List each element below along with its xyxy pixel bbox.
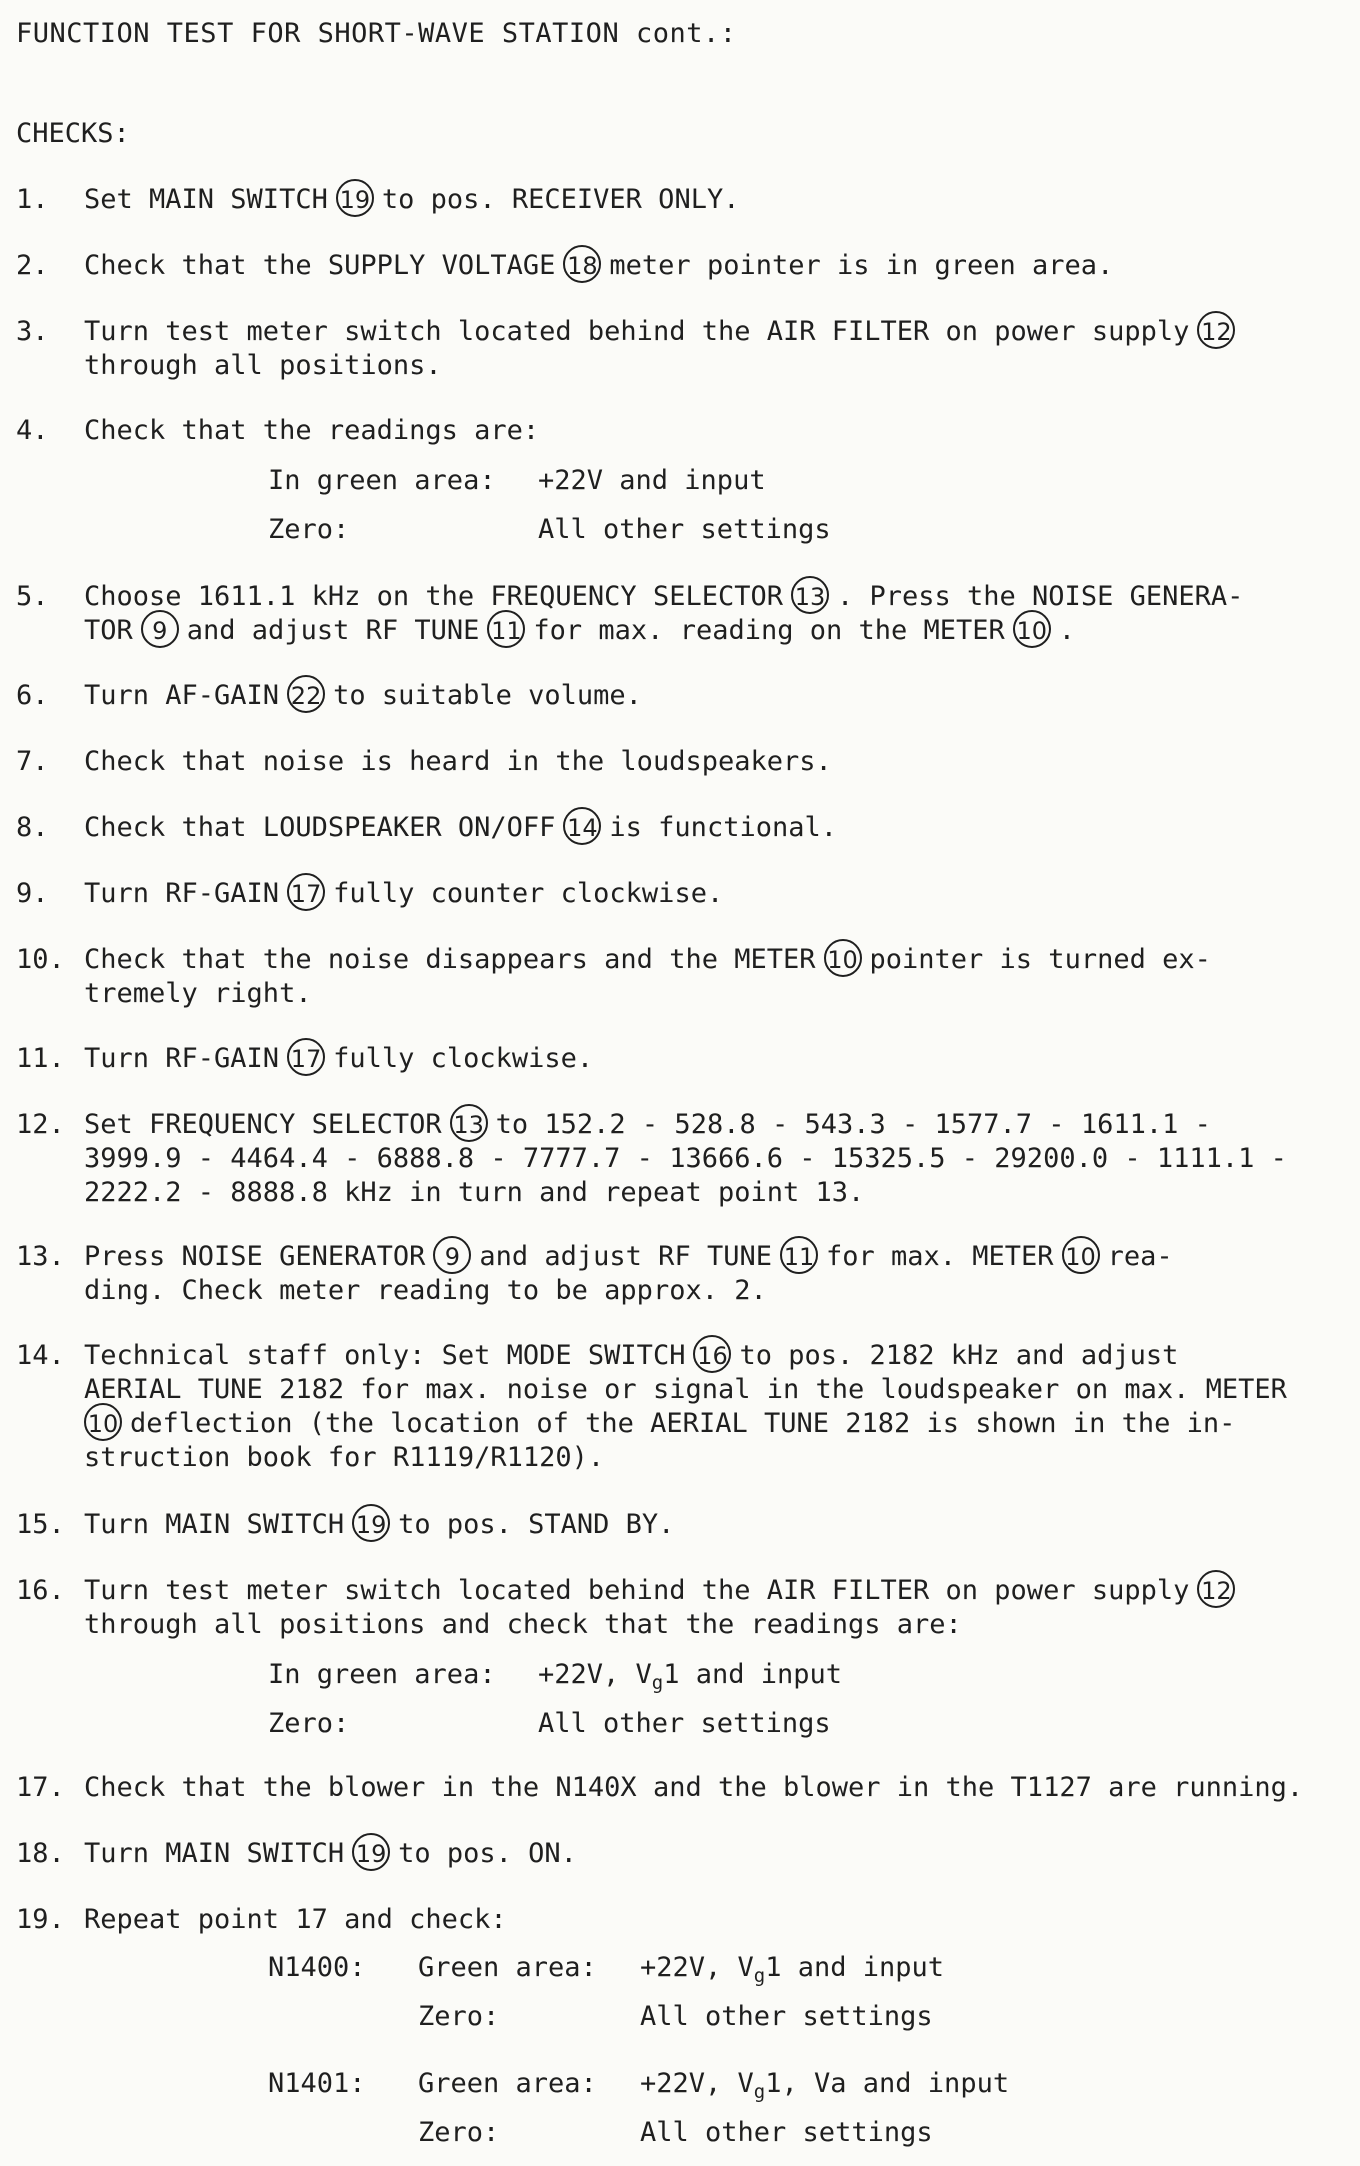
item-number: 12.: [16, 1109, 65, 1140]
callout-circle: 16: [693, 1335, 731, 1373]
item-number: 7.: [16, 746, 49, 777]
reading-value: All other settings: [538, 514, 831, 545]
callout-circle: 19: [352, 1833, 390, 1871]
item-number: 5.: [16, 581, 49, 612]
item-number: 4.: [16, 415, 49, 446]
callout-circle: 19: [336, 179, 374, 217]
document-page: FUNCTION TEST FOR SHORT-WAVE STATION cont.: CHECKS: 1. Set MAIN SWITCH 19 to pos. RECEIVER ONLY. 2. Check that the SUPPLY VOLTAGE 18 meter pointer is in green area. 3. Turn test meter switch located behind the AIR FILTER on power supply 12 through all positions. 4. Check that the readings are: In green area: +22V and input Zero: All other settings 5. Choose 1611.1 kHz on the FREQUENCY SELECTOR 13 . Press the NOISE GENERA- TOR 9 and adjust RF TUNE 11 for max. reading on the METER 10 . 6. Turn AF-GAIN 22 to suitable volume. 7. Check that noise is heard in the loudspeakers. 8. Check that LOUDSPEAKER ON/OFF 14 is functional. 9. Turn RF-GAIN 17 fully counter clockwise. 10. Check that the noise disappears and the METER 10 pointer is turned ex- tremely right. 11. Turn RF-GAIN 17 fully clockwise. 12. Set FREQUENCY SELECTOR 13 to 152.2 - 528.8 - 543.3 - 1577.7 - 1611.1 - 3999.9 - 4464.4 - 6888.8 - 7777.7 - 13666.6 - 15325.5 - 29200.0 - 1111.1 - 2222.2 - 8888.8 kHz in turn and repeat point 13. 13. Press NOISE GENERATOR 9 and adjust RF TUNE 11 for max. METER 10 rea- ding. Check meter reading to be approx. 2. 14. Technical staff only: Set MODE SWITCH 16 to pos. 2182 kHz and adjust AERIAL TUNE 2182 for max. noise or signal in the loudspeaker on max. METER 10 deflection (the location of the AERIAL TUNE 2182 is shown in the in- struction book for R1119/R1120). 15. Turn MAIN SWITCH 19 to pos. STAND BY. 16. Turn test meter switch located behind the AIR FILTER on power supply 12 through all positions and check that the readings are: In green area: +22V, $V_g1$ and input Zero: All other settings 17. Check that the blower in the N140X and the blower in the T1127 are running. 18. Turn MAIN SWITCH 19 to pos. ON. 19. Repeat point 17 and check: N1400: Green area: +22V, $V_g1$ and input Zero: All other settings N1401: Green area: +22V, $V_g1$, Va and input Zero: All other settings: [0, 0, 1360, 2166]
item-number: 3.: [16, 316, 49, 347]
reading-value: All other settings: [640, 2117, 933, 2148]
callout-circle: 11: [487, 610, 525, 648]
reading-label: Green area:: [418, 1952, 597, 1983]
check-item-4: 4. Check that the readings are: In green area: +22V and input Zero: All other settings: [16, 415, 831, 545]
reading-value: All other settings: [538, 1708, 831, 1739]
reading-label: Zero:: [418, 2001, 500, 2032]
reading-label: Zero:: [418, 2117, 500, 2148]
reading-label: Zero:: [268, 514, 350, 545]
check-item-19: 19. Repeat point 17 and check: N1400: Green area: +22V, $V_g1$ and input Zero: All other settings N1401: Green area: +22V, $V_g1$, Va and input Zero: All other settings: [16, 1904, 1010, 2148]
reading-label: Zero:: [268, 1708, 350, 1739]
item-number: 16.: [16, 1575, 65, 1606]
callout-circle: 12: [1197, 1570, 1235, 1608]
item-number: 14.: [16, 1340, 65, 1371]
unit-label: N1400:: [268, 1952, 366, 1983]
item-number: 15.: [16, 1509, 65, 1540]
callout-circle: 12: [1197, 311, 1235, 349]
item-number: 11.: [16, 1043, 65, 1074]
callout-circle: 17: [287, 1038, 325, 1076]
section-heading: CHECKS:: [16, 118, 130, 149]
item-number: 1.: [16, 184, 49, 215]
callout-circle: 9: [141, 610, 179, 648]
callout-circle: 10: [824, 939, 862, 977]
callout-circle: 22: [287, 675, 325, 713]
callout-circle: 18: [563, 245, 601, 283]
callout-circle: 9: [433, 1236, 471, 1274]
callout-circle: 13: [791, 576, 829, 614]
reading-value: +22V, $V_g1$, Va and input: [640, 2068, 1010, 2103]
reading-label: Green area:: [418, 2068, 597, 2099]
reading-value: +22V, $V_g1$ and input: [538, 1659, 843, 1694]
callout-circle: 11: [780, 1236, 818, 1274]
reading-label: In green area:: [268, 1659, 496, 1690]
callout-circle: 19: [352, 1504, 390, 1542]
item-number: 2.: [16, 250, 49, 281]
reading-value: All other settings: [640, 2001, 933, 2032]
reading-value: +22V and input: [538, 465, 766, 496]
callout-circle: 14: [563, 807, 601, 845]
item-number: 10.: [16, 944, 65, 975]
item-number: 9.: [16, 878, 49, 909]
page-title: FUNCTION TEST FOR SHORT-WAVE STATION cont.:: [16, 18, 737, 49]
callout-circle: 10: [1062, 1236, 1100, 1274]
item-number: 19.: [16, 1904, 65, 1935]
reading-value: +22V, $V_g1$ and input: [640, 1952, 945, 1987]
callout-circle: 10: [84, 1403, 122, 1441]
callout-circle: 13: [450, 1104, 488, 1142]
callout-circle: 17: [287, 873, 325, 911]
callout-circle: 10: [1013, 610, 1051, 648]
item-number: 13.: [16, 1241, 65, 1272]
check-item-16: 16. Turn test meter switch located behind the AIR FILTER on power supply 12 through all positions and check that the readings are: In green area: +22V, $V_g1$ and input Zero: All other settings: [16, 1574, 1346, 1754]
item-number: 8.: [16, 812, 49, 843]
item-number: 6.: [16, 680, 49, 711]
item-number: 18.: [16, 1838, 65, 1869]
reading-label: In green area:: [268, 465, 496, 496]
unit-label: N1401:: [268, 2068, 366, 2099]
item-number: 17.: [16, 1772, 65, 1803]
